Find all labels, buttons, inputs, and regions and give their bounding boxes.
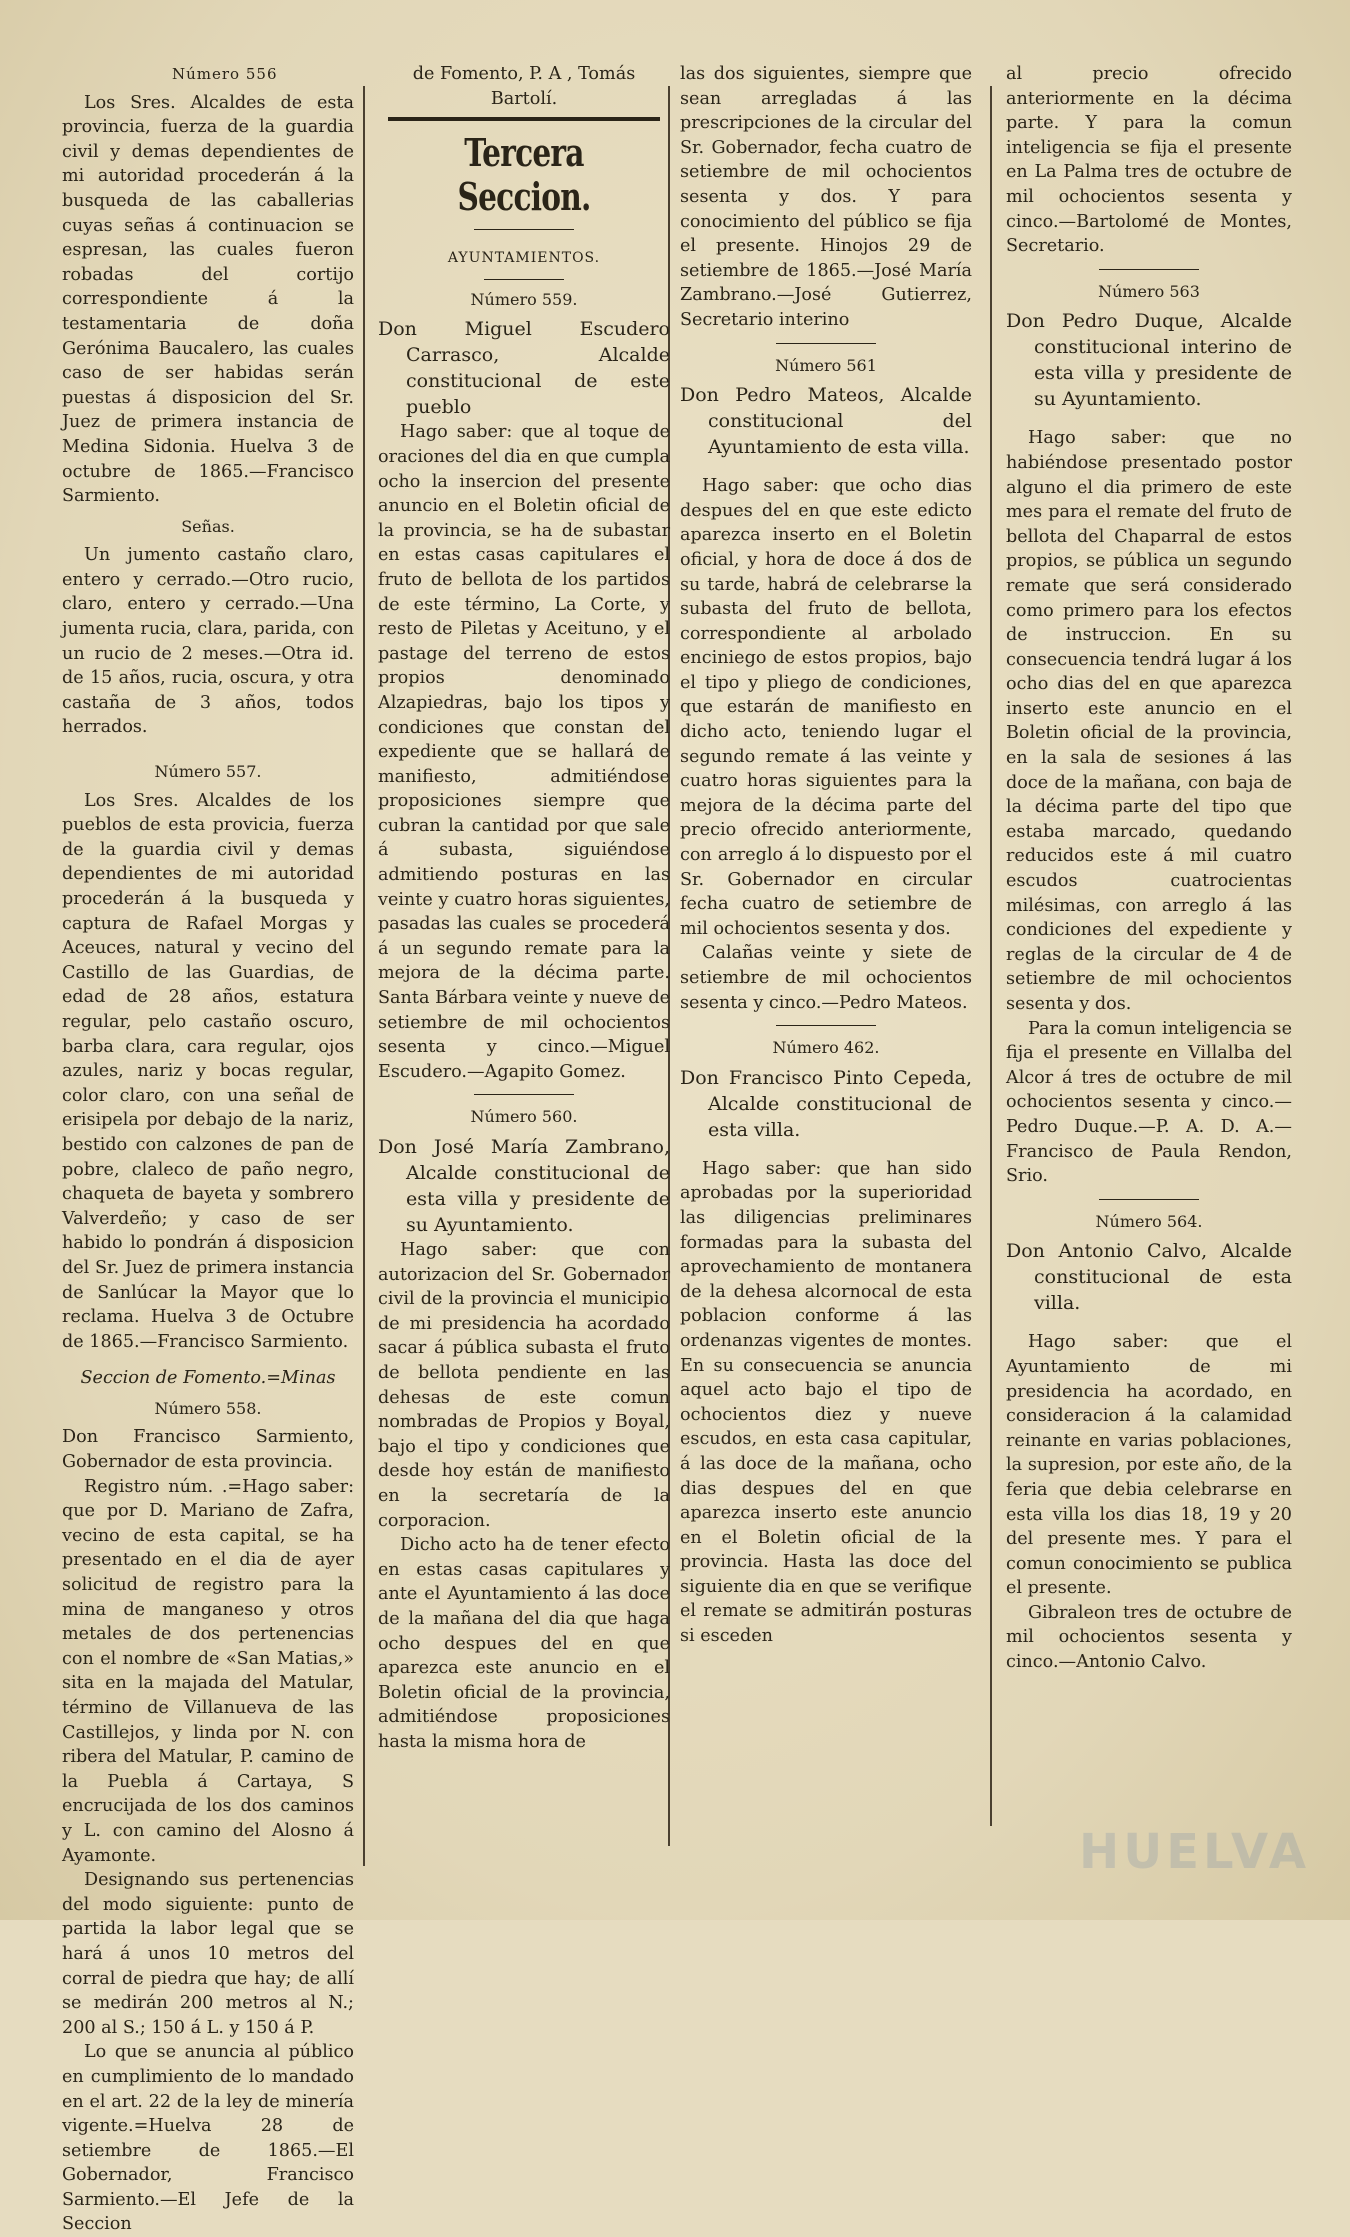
notice-558-text-3: Lo que se anuncia al público en cumplimiento de lo mandado en el art. 22 de la ley de minería vigente.=Huelva 28 de setiembre de 1865.—El Gobernador, Francisco Sarmiento.—El Jefe de la Seccion — [62, 2042, 354, 2235]
notice-557-heading: Número 557. — [154, 762, 262, 782]
notice-560-person: Don José María Zambrano, Alcalde constitucional de esta villa y presidente de su Ayuntamiento. — [378, 1136, 670, 1236]
notice-563-text-2: Para la comun inteligencia se fija el presente en Villalba del Alcor á tres de octubre de mil ochocientos sesenta y cinco.—Pedro Duque.—P. A. D. A.—Francisco de Paula Rendon, Srio. — [1006, 1018, 1292, 1187]
ornament-rule — [474, 229, 574, 230]
notice-561-text-2: Calañas veinte y siete de setiembre de mil ochocientos sesenta y cinco.—Pedro Mateos. — [680, 943, 972, 1013]
notice-563-heading: Número 563 — [1098, 281, 1200, 301]
separator — [776, 343, 876, 344]
notice-564-person: Don Antonio Calvo, Alcalde constitucional de esta villa. — [1006, 1240, 1292, 1315]
separator — [1099, 1199, 1199, 1200]
notice-560-heading: Número 560. — [470, 1107, 578, 1127]
column-rule — [990, 86, 992, 1826]
notice-558-heading: Número 558. — [154, 1398, 262, 1418]
notice-462-person: Don Francisco Pinto Cepeda, Alcalde constitucional de esta villa. — [680, 1066, 972, 1141]
notice-557-text: Los Sres. Alcaldes de los pueblos de esta provicia, fuerza de la guardia civil y demas dependientes de mi autoridad procederán á la busqueda y captura de Rafael Morgas y Aceuces, natural y vecino del Castillo de las Guardias, de edad de 28 años, estatura regular, pelo castaño oscuro, barba clara, cara regular, ojos azules, nariz y bocas regular, color claro, con una señal de erisipela por debajo de la nariz, bestido con calzones de pan de pobre, claleco de paño negro, chaqueta de bayeta y sombrero Valverdeño; y caso de ser habido lo pondrán á disposicion del Sr. Juez de primera instancia de Sanlúcar la Mayor que lo reclama. Huelva 3 de Octubre de 1865.—Francisco Sarmiento. — [62, 790, 354, 1352]
notice-462-text: Hago saber: que han sido aprobadas por la superioridad las diligencias preliminares formadas para la subasta del aprovechamiento de montanera de la dehesa alcornocal de esta poblacion conforme á las ordenanzas vigentes de montes. En su consecuencia se anuncia aquel acto bajo el tipo de ochocientos diez y nueve escudos, en esta casa capitular, á las doce de la mañana, ocho dias despues del en que aparezca inserto este anuncio en el Boletin oficial de la provincia. Hasta las doce del siguiente dia en que se verifique el remate se admitirán posturas si esceden — [680, 1158, 972, 1647]
notice-558-text-2: Designando sus pertenencias del modo siguiente: punto de partida la labor legal que se hará á unos 10 metros del corral de piedra que hay; de allí se medirán 200 metros al N.; 200 al S.; 150 á L. y 150 á P. — [62, 1870, 354, 2038]
notice-563-text: Hago saber: que no habiéndose presentado postor alguno el dia primero de este mes para el remate del fruto de bellota del Chaparral de estos propios, se pública un segundo remate que será considerado como primero para los efectos de instruccion. En su consecuencia tendrá lugar á los ocho dias del en que aparezca inserto este anuncio en el Boletin oficial de la provincia, en la sala de sesiones á las doce de la mañana, con baja de la décima parte del tipo que estaba marcado, quedando reducidos este á mil cuatro escudos cuatrocientas milésimas, con arreglo á las condiciones del expediente y reglas de la circular de 4 de setiembre de mil ochocientos sesenta y dos. — [1006, 428, 1292, 1014]
separator — [474, 1094, 574, 1095]
notice-560-text-2: Dicho acto ha de tener efecto en estas casas capitulares y ante el Ayuntamiento á las doce de la mañana del dia que haga ocho despues del en que aparezca este anuncio en el Boletin oficial de la provincia, admitiéndose proposiciones hasta la misma hora de — [378, 1535, 670, 1752]
archive-watermark: HUELVA — [1079, 1824, 1310, 1880]
section-fomento-heading: Seccion de Fomento.=Minas — [80, 1368, 336, 1389]
column-3 — [680, 62, 972, 1649]
notice-558-text: Registro núm. .=Hago saber: que por D. Mariano de Zafra, vecino de esta capital, se ha presentado en el dia de ayer solicitud de registro para la mina de manganeso y otros metales de dos pertenencias con el nombre de «San Matias,» sita en la majada del Matular, término de Villanueva de las Castillejos, y linda por N. con ribera del Matular, P. camino de la Puebla á Cartaya, S encrucijada de los dos caminos y L. con camino del Alosno á Ayamonte. — [62, 1476, 354, 1866]
notice-462-heading: Número 462. — [772, 1038, 880, 1058]
notice-560-continuation: las dos siguientes, siempre que sean arregladas á las prescripciones de la circular del Sr. Gobernador, fecha cuatro de setiembre de mil ochocientos sesenta y dos. Y para conocimiento del público se fija el presente. Hinojos 29 de setiembre de 1865.—José María Zambrano.—José Gutierrez, Secretario interino — [680, 64, 972, 330]
column-4 — [1006, 62, 1292, 1675]
subsection-heading: AYUNTAMIENTOS. — [447, 250, 601, 267]
column-1 — [62, 62, 354, 2237]
notice-563-person: Don Pedro Duque, Alcalde constitucional interino de esta villa y presidente de su Ayuntamiento. — [1006, 310, 1292, 411]
section-rule — [388, 117, 660, 121]
notice-561-heading: Número 561 — [775, 355, 877, 375]
notice-561-person: Don Pedro Mateos, Alcalde constitucional del Ayuntamiento de esta villa. — [680, 384, 972, 459]
notice-462-continuation: al precio ofrecido anteriormente en la décima parte. Y para la comun inteligencia se fija el presente en La Palma tres de octubre de mil ochocientos sesenta y cinco.—Bartolomé de Montes, Secretario. — [1006, 64, 1292, 257]
notice-556-text: Los Sres. Alcaldes de esta provincia, fuerza de la guardia civil y demas dependientes de mi autoridad procederán á la busqueda de las caballerias cuyas señas á continuacion se espresan, las cuales fueron robadas del cortijo correspondiente á la testamentaria de doña Gerónima Baucalero, las cuales caso de ser habidas serán puestas á disposicion del Sr. Juez de primera instancia de Medina Sidonia. Huelva 3 de octubre de 1865.—Francisco Sarmiento. — [62, 92, 354, 507]
notice-558-person: Don Francisco Sarmiento, Gobernador de esta provincia. — [62, 1427, 354, 1473]
notice-559-heading: Número 559. — [470, 289, 578, 309]
separator — [1099, 269, 1199, 270]
notice-564-text-2: Gibraleon tres de octubre de mil ochocientos sesenta y cinco.—Antonio Calvo. — [1006, 1602, 1292, 1673]
notice-559-text: Hago saber: que al toque de oraciones del dia en que cumpla ocho la insercion del presente anuncio en el Boletin oficial de la provincia, se ha de subastar en estas casas capitulares el fruto de bellota de los partidos de este término, La Corte, y resto de Piletas y Aceituno, y el pastage del terreno de estos propios denominado Alzapiedras, bajo los tipos y condiciones que constan del expediente que se hallará de manifiesto, admitiéndose proposiciones siempre que cubran la cantidad por que sale á subasta, siguiéndose admitiendo posturas en las veinte y cuatro horas siguientes, pasadas las cuales se procederá á un segundo remate para la mejora de la décima parte. Santa Bárbara veinte y nueve de setiembre de mil ochocientos sesenta y cinco.—Miguel Escudero.—Agapito Gomez. — [378, 422, 670, 1082]
column-2 — [378, 62, 670, 1754]
notice-560-text: Hago saber: que con autorizacion del Sr. Gobernador civil de la provincia el municipio de mi presidencia ha acordado sacar á pública subasta el fruto de bellota pendiente en las dehesas de este comun nombradas de Propios y Boyal, bajo el tipo y condiciones que desde hoy están de manifiesto en la secretaría de la corporacion. — [378, 1240, 670, 1531]
separator — [776, 1025, 876, 1026]
notice-559-person: Don Miguel Escudero Carrasco, Alcalde constitucional de este pueblo — [378, 318, 670, 419]
notice-561-text: Hago saber: que ocho dias despues del en que este edicto aparezca inserto en el Boletin oficial, y hora de doce á dos de su tarde, habrá de celebrarse la subasta del fruto de bellota, correspondiente al arbolado enciniego de estos propios, bajo el tipo y pliego de condiciones, que estarán de manifiesto en dicho acto, teniendo lugar el segundo remate á las veinte y cuatro horas siguientes para la mejora de la décima parte del precio ofrecido anteriormente, con arreglo á lo dispuesto por el Sr. Gobernador en circular fecha cuatro de setiembre de mil ochocientos sesenta y dos. — [680, 476, 972, 939]
notice-564-text: Hago saber: que el Ayuntamiento de mi presidencia ha acordado, en consideracion á la calamidad reinante en varias poblaciones, la supresion, por este año, de la feria que debia celebrarse en esta villa los dias 18, 19 y 20 del presente mes. Y para el comun conocimiento se publica el presente. — [1006, 1332, 1292, 1599]
notice-564-heading: Número 564. — [1095, 1211, 1203, 1231]
column-rule — [363, 86, 365, 1866]
senas-heading: Señas. — [181, 516, 235, 536]
senas-text: Un jumento castaño claro, entero y cerrado.—Otro rucio, claro, entero y cerrado.—Una jumenta rucia, clara, parida, con un rucio de 2 meses.—Otra id. de 15 años, rucia, oscura, y otra castaña de 3 años, todos herrados. — [62, 545, 354, 738]
separator — [484, 279, 564, 280]
continuation-line: de Fomento, P. A , Tomás Bartolí. — [412, 64, 636, 109]
section-title: Tercera Seccion. — [457, 130, 591, 220]
page-number: Número 556 — [172, 65, 278, 83]
